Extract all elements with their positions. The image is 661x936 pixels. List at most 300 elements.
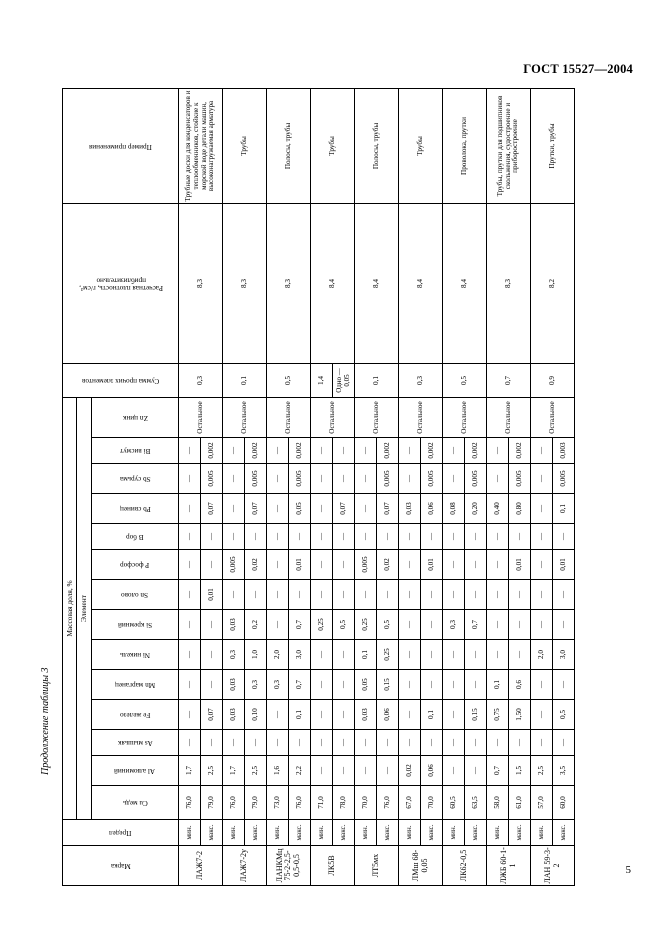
cell-sn-min: — (487, 580, 509, 610)
cell-zn: Остальное (311, 397, 355, 437)
cell-sum-other: 0,1 (355, 363, 399, 397)
cell-limit-min: мин. (399, 820, 421, 846)
cell-b-min: — (355, 524, 377, 550)
cell-b-max: — (245, 524, 267, 550)
cell-sb-min: — (311, 464, 333, 494)
cell-sum-other: 1,4 (311, 363, 333, 397)
cell-ni-max: 3,0 (553, 640, 575, 670)
cell-mn-min: — (531, 670, 553, 700)
cell-sb-min: — (223, 464, 245, 494)
cell-al-min: 0,02 (399, 756, 421, 786)
cell-fe-min: — (443, 700, 465, 730)
cell-al-max: 2,5 (245, 756, 267, 786)
cell-as-max: — (465, 730, 487, 756)
cell-al-min: — (355, 756, 377, 786)
cell-density: 8,3 (267, 203, 311, 363)
cell-si-max: 0,7 (289, 610, 311, 640)
cell-si-max: — (421, 610, 443, 640)
cell-fe-max: — (333, 700, 355, 730)
cell-sum-other: 0,3 (179, 363, 223, 397)
cell-density: 8,4 (443, 203, 487, 363)
cell-ni-min: 2,0 (531, 640, 553, 670)
header-element-b: B бор (92, 524, 179, 550)
cell-as-min: — (487, 730, 509, 756)
cell-p-max: 0,01 (509, 550, 531, 580)
cell-fe-max: 0,5 (553, 700, 575, 730)
cell-limit-min: мин. (267, 820, 289, 846)
cell-sn-max: — (465, 580, 487, 610)
cell-limit-max: макс. (465, 820, 487, 846)
cell-ni-min: — (487, 640, 509, 670)
cell-density: 8,3 (487, 203, 531, 363)
cell-mn-min: — (443, 670, 465, 700)
cell-mn-max: 0,15 (377, 670, 399, 700)
cell-zn: Остальное (531, 397, 575, 437)
cell-limit-max: макс. (245, 820, 267, 846)
cell-pb-max: 0,20 (465, 494, 487, 524)
header-limit: Предел (63, 820, 179, 846)
cell-sum-other: 0,1 (223, 363, 267, 397)
cell-density: 8,3 (223, 203, 267, 363)
cell-grade: ЛАНКМц 75-2-2,5-0,5-0,5 (267, 846, 311, 886)
cell-si-min: 0,25 (311, 610, 333, 640)
cell-bi-min: — (223, 438, 245, 464)
cell-sum-other: 0,5 (443, 363, 487, 397)
cell-mn-min: 0,03 (223, 670, 245, 700)
cell-sn-min: — (267, 580, 289, 610)
cell-si-max: — (553, 610, 575, 640)
cell-sn-max: — (553, 580, 575, 610)
cell-pb-min: 0,03 (399, 494, 421, 524)
cell-mn-min: 0,3 (267, 670, 289, 700)
cell-sb-max: 0,005 (201, 464, 223, 494)
cell-as-min: — (355, 730, 377, 756)
cell-ni-min: 0,3 (223, 640, 245, 670)
cell-grade: ЛК5В (311, 846, 355, 886)
cell-al-min: — (311, 756, 333, 786)
cell-cu-max: 61,0 (509, 786, 531, 820)
cell-bi-min: — (267, 438, 289, 464)
header-element-zn: Zn цинк (92, 397, 179, 437)
cell-bi-max: 0,002 (201, 438, 223, 464)
cell-sb-max: 0,005 (377, 464, 399, 494)
cell-al-max: — (377, 756, 399, 786)
cell-limit-max: макс. (333, 820, 355, 846)
table-row (223, 89, 245, 886)
cell-al-min: 2,5 (531, 756, 553, 786)
header-element-si: Si кремний (92, 610, 179, 640)
cell-limit-max: макс. (201, 820, 223, 846)
cell-si-min: — (531, 610, 553, 640)
cell-p-max: 0,01 (421, 550, 443, 580)
cell-mn-max: 0,6 (509, 670, 531, 700)
cell-si-min: — (399, 610, 421, 640)
cell-cu-min: 76,0 (179, 786, 201, 820)
header-application: Пример применения (63, 89, 179, 204)
cell-as-max: — (509, 730, 531, 756)
cell-b-max: — (377, 524, 399, 550)
cell-p-max: — (333, 550, 355, 580)
header-element-pb: Pb свинец (92, 494, 179, 524)
cell-b-min: — (267, 524, 289, 550)
cell-density: 8,3 (179, 203, 223, 363)
cell-p-max: 0,02 (245, 550, 267, 580)
cell-si-max: 0,7 (465, 610, 487, 640)
cell-pb-max: 0,1 (553, 494, 575, 524)
cell-zn: Остальное (487, 397, 531, 437)
cell-fe-min: — (399, 700, 421, 730)
cell-as-max: — (377, 730, 399, 756)
cell-density: 8,4 (399, 203, 443, 363)
cell-mn-min: 0,1 (487, 670, 509, 700)
cell-bi-min: — (399, 438, 421, 464)
cell-limit-min: мин. (487, 820, 509, 846)
cell-ni-min: 0,1 (355, 640, 377, 670)
cell-sn-min: — (531, 580, 553, 610)
cell-fe-min: — (531, 700, 553, 730)
cell-grade: ЛК62-0,5 (443, 846, 487, 886)
cell-fe-max: 0,06 (377, 700, 399, 730)
cell-b-max: — (553, 524, 575, 550)
cell-p-min: — (179, 550, 201, 580)
cell-fe-min: — (179, 700, 201, 730)
cell-sn-min: — (443, 580, 465, 610)
cell-limit-min: мин. (179, 820, 201, 846)
cell-sn-max: — (289, 580, 311, 610)
table-row (399, 89, 421, 886)
cell-pb-min: — (267, 494, 289, 524)
header-element-al: Al алюминий (92, 756, 179, 786)
cell-ni-max: 0,25 (377, 640, 399, 670)
cell-fe-min: — (311, 700, 333, 730)
cell-cu-max: 79,0 (245, 786, 267, 820)
cell-zn: Остальное (399, 397, 443, 437)
cell-as-max: — (553, 730, 575, 756)
cell-sum-other: 0,3 (399, 363, 443, 397)
cell-bi-min: — (443, 438, 465, 464)
header-mass-fraction: Массовая доля, % (63, 397, 77, 819)
cell-fe-min: 0,03 (355, 700, 377, 730)
cell-limit-max: макс. (553, 820, 575, 846)
cell-si-min: — (487, 610, 509, 640)
cell-al-min: 1,7 (223, 756, 245, 786)
cell-p-max: 0,01 (553, 550, 575, 580)
cell-grade: ЛАН 59-3-2 (531, 846, 575, 886)
cell-sb-max: 0,005 (245, 464, 267, 494)
cell-pb-min: 0,40 (487, 494, 509, 524)
cell-si-max: 0,5 (333, 610, 355, 640)
cell-bi-max: 0,003 (553, 438, 575, 464)
cell-zn: Остальное (179, 397, 223, 437)
cell-al-max: — (333, 756, 355, 786)
cell-cu-min: 76,0 (223, 786, 245, 820)
cell-b-max: — (465, 524, 487, 550)
cell-bi-max: 0,002 (377, 438, 399, 464)
cell-ni-max: — (333, 640, 355, 670)
cell-bi-max: — (333, 438, 355, 464)
cell-fe-max: 0,1 (421, 700, 443, 730)
cell-p-max: — (465, 550, 487, 580)
header-element-p: P фосфор (92, 550, 179, 580)
cell-si-max: 0,5 (377, 610, 399, 640)
cell-bi-min: — (311, 438, 333, 464)
cell-sn-min: — (179, 580, 201, 610)
cell-si-max: 0,2 (245, 610, 267, 640)
cell-al-min: 0,7 (487, 756, 509, 786)
cell-limit-min: мин. (443, 820, 465, 846)
cell-application: Прутки, трубы (531, 89, 575, 204)
cell-al-min: 1,7 (179, 756, 201, 786)
cell-cu-max: 79,0 (201, 786, 223, 820)
cell-grade: ЛЖБ 60-1-1 (487, 846, 531, 886)
cell-pb-max: 0,07 (245, 494, 267, 524)
cell-sb-max: 0,005 (421, 464, 443, 494)
cell-as-max: — (201, 730, 223, 756)
cell-cu-max: 76,0 (289, 786, 311, 820)
cell-grade: ЛТ5мх (355, 846, 399, 886)
cell-ni-max: — (201, 640, 223, 670)
cell-si-min: 0,03 (223, 610, 245, 640)
cell-sb-max: 0,005 (553, 464, 575, 494)
cell-limit-max: макс. (289, 820, 311, 846)
cell-sb-min: — (443, 464, 465, 494)
cell-sb-min: — (355, 464, 377, 494)
cell-fe-max: 0,10 (245, 700, 267, 730)
cell-zn: Остальное (355, 397, 399, 437)
cell-application: Проволока, прутки (443, 89, 487, 204)
cell-bi-min: — (355, 438, 377, 464)
cell-ni-min: — (311, 640, 333, 670)
cell-pb-max: 0,07 (377, 494, 399, 524)
cell-as-min: — (443, 730, 465, 756)
cell-sb-max: 0,005 (509, 464, 531, 494)
cell-p-min: — (399, 550, 421, 580)
cell-p-min: 0,005 (355, 550, 377, 580)
cell-fe-min: 0,03 (223, 700, 245, 730)
cell-pb-max: 0,80 (509, 494, 531, 524)
header-element-sn: Sn олово (92, 580, 179, 610)
cell-ni-min: — (443, 640, 465, 670)
cell-as-max: — (421, 730, 443, 756)
cell-sb-max: 0,005 (465, 464, 487, 494)
table-container (62, 88, 592, 886)
cell-b-max: — (509, 524, 531, 550)
cell-b-min: — (443, 524, 465, 550)
table-row (443, 89, 465, 886)
cell-cu-max: 76,0 (377, 786, 399, 820)
cell-limit-min: мин. (223, 820, 245, 846)
cell-al-max: 1,5 (509, 756, 531, 786)
table-row (487, 89, 509, 886)
cell-sb-min: — (531, 464, 553, 494)
cell-sb-min: — (399, 464, 421, 494)
cell-si-max: — (201, 610, 223, 640)
cell-bi-max: 0,002 (289, 438, 311, 464)
cell-limit-max: макс. (509, 820, 531, 846)
cell-cu-min: 58,0 (487, 786, 509, 820)
cell-density: 8,2 (531, 203, 575, 363)
cell-sum-other: 0,5 (267, 363, 311, 397)
cell-sn-max: — (377, 580, 399, 610)
cell-as-max: — (245, 730, 267, 756)
cell-application: Полосы, трубы (267, 89, 311, 204)
cell-sn-max: 0,01 (201, 580, 223, 610)
cell-application: Трубы (223, 89, 267, 204)
cell-al-min: — (443, 756, 465, 786)
cell-b-min: — (399, 524, 421, 550)
cell-b-max: — (421, 524, 443, 550)
cell-grade: ЛМш 68-0,05 (399, 846, 443, 886)
cell-b-min: — (311, 524, 333, 550)
cell-fe-max: 1,50 (509, 700, 531, 730)
cell-b-min: — (487, 524, 509, 550)
cell-sn-max: — (333, 580, 355, 610)
cell-cu-max: 60,0 (553, 786, 575, 820)
table-row (355, 89, 377, 886)
cell-cu-min: 73,0 (267, 786, 289, 820)
cell-mn-min: — (311, 670, 333, 700)
cell-sn-min: — (223, 580, 245, 610)
header-element-sb: Sb сурьма (92, 464, 179, 494)
cell-cu-min: 70,0 (355, 786, 377, 820)
cell-si-min: — (267, 610, 289, 640)
cell-p-min: — (443, 550, 465, 580)
cell-zn: Остальное (443, 397, 487, 437)
cell-mn-min: — (399, 670, 421, 700)
cell-as-min: — (223, 730, 245, 756)
cell-ni-max: — (421, 640, 443, 670)
cell-ni-max: — (465, 640, 487, 670)
cell-ni-min: 2,0 (267, 640, 289, 670)
cell-sum-other-single: Одно — 0,05 (333, 363, 355, 397)
table-row (531, 89, 553, 886)
cell-sn-min: — (355, 580, 377, 610)
cell-mn-max: — (333, 670, 355, 700)
cell-bi-min: — (487, 438, 509, 464)
cell-as-min: — (179, 730, 201, 756)
cell-sb-min: — (267, 464, 289, 494)
cell-as-max: — (289, 730, 311, 756)
cell-si-min: 0,3 (443, 610, 465, 640)
cell-pb-min: — (355, 494, 377, 524)
cell-pb-min: — (531, 494, 553, 524)
cell-ni-min: — (179, 640, 201, 670)
cell-ni-max: 3,0 (289, 640, 311, 670)
cell-as-max: — (333, 730, 355, 756)
cell-zn: Остальное (223, 397, 267, 437)
cell-si-min: 0,25 (355, 610, 377, 640)
cell-limit-min: мин. (531, 820, 553, 846)
cell-limit-min: мин. (311, 820, 333, 846)
cell-cu-max: 70,0 (421, 786, 443, 820)
cell-limit-max: макс. (377, 820, 399, 846)
page-number: 5 (625, 864, 631, 876)
header-element-bi: Bi висмут (92, 438, 179, 464)
cell-al-max: 2,2 (289, 756, 311, 786)
cell-fe-max: 0,15 (465, 700, 487, 730)
cell-sb-min: — (487, 464, 509, 494)
cell-as-min: — (531, 730, 553, 756)
cell-bi-max: 0,002 (465, 438, 487, 464)
cell-mn-max: — (421, 670, 443, 700)
cell-sn-max: — (245, 580, 267, 610)
alloy-composition-table (62, 88, 575, 886)
cell-p-min: — (311, 550, 333, 580)
cell-sn-max: — (421, 580, 443, 610)
table-body (179, 89, 575, 886)
cell-b-max: — (201, 524, 223, 550)
cell-as-min: — (399, 730, 421, 756)
cell-si-max: — (509, 610, 531, 640)
cell-pb-max: 0,05 (289, 494, 311, 524)
cell-bi-max: 0,002 (509, 438, 531, 464)
standard-title: ГОСТ 15527—2004 (523, 62, 633, 76)
cell-al-min: 1,6 (267, 756, 289, 786)
cell-al-max: 3,5 (553, 756, 575, 786)
cell-mn-max: — (201, 670, 223, 700)
cell-ni-min: — (399, 640, 421, 670)
cell-pb-min: — (179, 494, 201, 524)
cell-cu-min: 60,5 (443, 786, 465, 820)
cell-ni-max: — (509, 640, 531, 670)
cell-ni-max: 1,0 (245, 640, 267, 670)
cell-density: 8,4 (311, 203, 355, 363)
cell-application: Трубные доски для конденсаторов и теплообменников, стойкие к морской воде детали машин, высоконагружаемая арматура (179, 89, 223, 204)
cell-mn-max: 0,3 (245, 670, 267, 700)
cell-p-max: 0,01 (289, 550, 311, 580)
cell-application: Трубы (399, 89, 443, 204)
header-density: Расчетная плотность, г/см³, приблизительно (63, 203, 179, 363)
cell-as-min: — (311, 730, 333, 756)
cell-sum-other: 0,7 (487, 363, 531, 397)
cell-sn-min: — (311, 580, 333, 610)
cell-pb-min: — (311, 494, 333, 524)
cell-as-min: — (267, 730, 289, 756)
cell-application: Трубы (311, 89, 355, 204)
cell-sn-max: — (509, 580, 531, 610)
cell-b-min: — (531, 524, 553, 550)
cell-mn-max: 0,7 (289, 670, 311, 700)
header-sum-other: Сумма прочих элементов (63, 363, 179, 397)
cell-density: 8,4 (355, 203, 399, 363)
header-element-fe: Fe железо (92, 700, 179, 730)
cell-al-max: — (465, 756, 487, 786)
cell-cu-min: 71,0 (311, 786, 333, 820)
cell-grade: ЛАЖ7-2у (223, 846, 267, 886)
cell-bi-min: — (179, 438, 201, 464)
table-row (179, 89, 201, 886)
cell-grade: ЛАЖ7-2 (179, 846, 223, 886)
cell-bi-max: 0,002 (421, 438, 443, 464)
cell-fe-min: — (267, 700, 289, 730)
cell-pb-max: 0,07 (201, 494, 223, 524)
cell-cu-max: 63,5 (465, 786, 487, 820)
header-element-mn: Mn марганец (92, 670, 179, 700)
header-grade: Марка (63, 846, 179, 886)
cell-si-min: — (179, 610, 201, 640)
header-element: Элемент (77, 397, 92, 819)
cell-p-min: — (267, 550, 289, 580)
table-row (311, 89, 333, 886)
cell-p-min: — (487, 550, 509, 580)
header-element-cu: Cu медь (92, 786, 179, 820)
table-continuation-label: Продолжение таблицы 3 (40, 667, 51, 775)
cell-cu-max: 78,0 (333, 786, 355, 820)
cell-zn: Остальное (267, 397, 311, 437)
cell-p-min: — (531, 550, 553, 580)
cell-limit-min: мин. (355, 820, 377, 846)
cell-pb-min: 0,08 (443, 494, 465, 524)
